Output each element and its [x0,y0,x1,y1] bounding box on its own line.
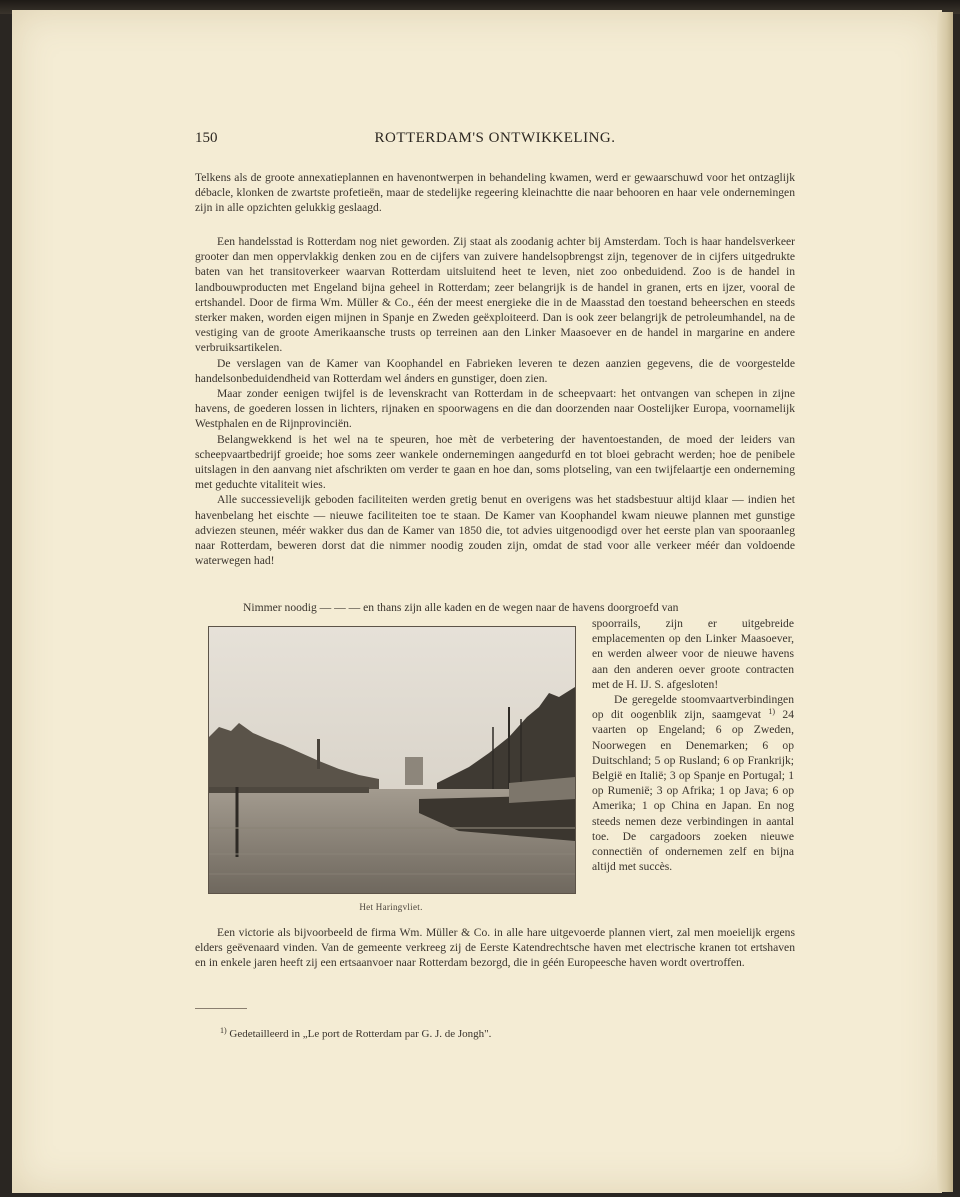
text-run: De geregelde stoomvaartverbindingen op dit oogenblik zijn, saamgevat [592,693,794,722]
footnote-text: Gedetailleerd in „Le port de Rotterdam par G. J. de Jongh". [229,1028,492,1040]
footnote-marker: 1) [220,1026,227,1035]
paragraph-line: Nimmer noodig — — — en thans zijn alle kaden en de wegen naar de havens doorgroefd van [243,601,679,614]
paragraph: De verslagen van de Kamer van Koophandel en Fabrieken leveren te dezen aanzien gegevens, die de voorgestelde handelsonbeduidendheid van Rotterdam wel ánders en gunstiger, doen zien. [195,356,795,385]
running-title: ROTTERDAM'S ONTWIKKELING. [374,130,616,146]
paragraph: Maar zonder eenigen twijfel is de levenskracht van Rotterdam in de scheepvaart: het ontvangen van schepen in zijne havens, de goederen lossen in lichters, rijnaken en spoorwagens en die dan doorzenden naar Oostelijker Europa, voornamelijk Westphalen en de Rijnprovinciën. [195,387,795,431]
split-paragraph-start [195,600,795,615]
paragraph: Een handelsstad is Rotterdam nog niet geworden. Zij staat als zoodanig achter bij Amsterdam. Toch is haar handelsverkeer grooter dan men oppervlakkig denken zou en de cijfers van zuivere handelsopbrengst zijn, tegenover de in cijfers uitgedrukte baten van het transitoverkeer waarvan Rotterdam uitsluitend heet te leven, niet zoo onbeduidend. Zoo is de handel in landbouwproducten met Engeland bijna geheel in Rotterdam; zeer belangrijk is de handel in granen, erts en ijzer, vooral de ertshandel. Door de firma Wm. Müller & Co., één der meest energieke die in de Maasstad den toestand beheerschen en steeds sterker maken, worden eigen mijnen in Spanje en Zweden geëxploiteerd. Dan is ook zeer belangrijk de petroleumhandel, na de vestiging van de groote Amerikaansche trusts op terreinen aan den Linker Maasoever en de handel in margarine en andere verbruiksartikelen. [195,235,795,355]
text-run: 24 vaarten op Engeland; 6 op Zweden, Noorwegen en Denemarken; 6 op Duitschland; 5 op Rusland; 6 op Frankrijk; België en Italië; 3 op Spanje en Portugal; 1 op Rumenië; 3 op Afrika; 1 op Java; 6 op Amerika; 1 op China en Japan. En nog steeds nemen deze verbindingen in aantal toe. De cargadoors zoeken nieuwe connectiën of ondernemen zelf en bijna altijd met succès. [592,708,794,874]
harbor-illustration [209,627,575,893]
footnote-marker: 1) [768,707,776,717]
page-edge [937,12,953,1192]
haringvliet-photo [208,626,576,894]
page-header [195,130,795,150]
paragraph: Telkens als de groote annexatieplannen en havenontwerpen in behandeling kwamen, werd er gewaarschuwd voor het ontzaglijk débacle, klonken de zwartste profetieën, maar de stedelijke regeering kleinachtte die naar behooren en haar vele ondernemingen zijn in alle opzichten gelukkig geslaagd. [195,171,795,215]
footnote [220,1028,491,1040]
paragraph: spoorrails, zijn er uitgebreide emplacementen op den Linker Maasoever, en werden alweer voor de nieuwe havens aan den anderen oever groote contracten met de H. IJ. S. afgesloten! [592,617,794,691]
intro-paragraph [195,170,795,216]
paragraph: Alle successievelijk geboden faciliteiten werden gretig benut en overigens was het stadsbestuur altijd klaar — indien het havenbelang het eischte — nieuwe faciliteiten toe te staan. De Kamer van Koophandel kwam nieuwe plannen met gunstige adviezen steunen, méér wakker dus dan de Kamer van 1850 die, tot advies uitgenoodigd over het eerste plan van spooraanleg naar Rotterdam, beweren dorst dat die nimmer noodig zouden zijn, omdat de stad voor alle verkeer méér dan voldoende waterwegen had! [195,493,795,568]
page-number: 150 [195,130,218,146]
paragraph [592,692,794,874]
footnote-rule [195,1008,247,1009]
paragraph: Belangwekkend is het wel na te speuren, hoe mèt de verbetering der haventoestanden, de moed der leiders van scheepvaartbedrijf groeide; hoe soms zeer wankele ondernemingen aangedurfd en tot bloei gebracht werden; hoe de penibele uitslagen in den aanvang niet afschrikten om verder te gaan en hoe dan, soms plotseling, van een twijfelaartje een onderneming met geduchte vitaliteit wies. [195,432,795,492]
paragraph: Een victorie als bijvoorbeeld de firma Wm. Müller & Co. in alle hare uitgevoerde plannen viert, zal men moeielijk ergens elders geëvenaard vinden. Van de gemeente verkreeg zij de Eerste Katendrechtsche haven met electrische kranen tot ertshaven en in enkele jaren heeft zij een ertsaanvoer naar Rotterdam bezorgd, die in géén Europeesche haven wordt overtroffen. [195,926,795,970]
main-text [195,234,795,568]
closing-text [195,925,795,971]
side-column-text [592,616,794,874]
figure-caption: Het Haringvliet. [359,902,423,912]
